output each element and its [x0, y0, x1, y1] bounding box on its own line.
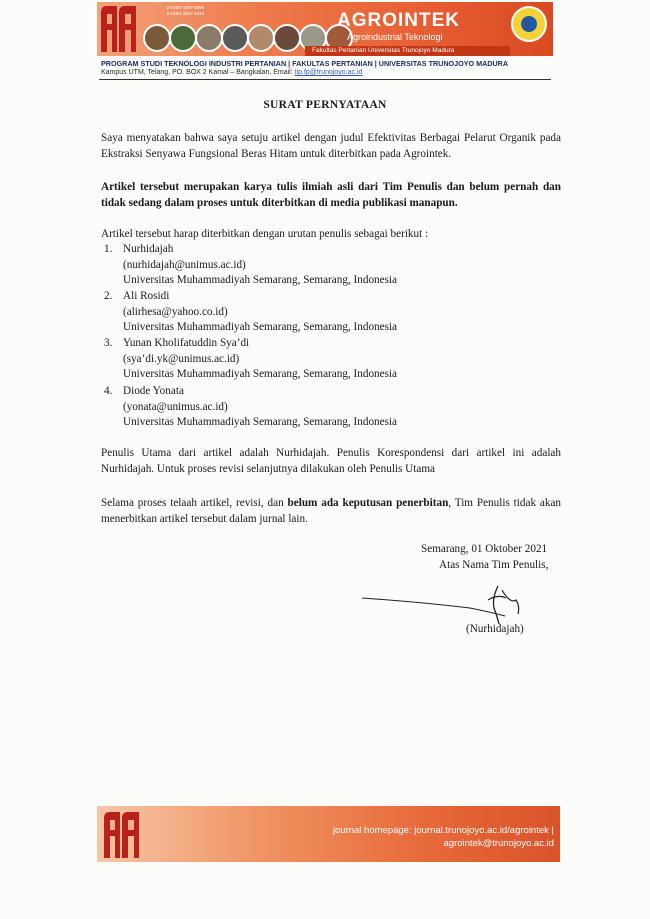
- agrointek-logo-icon: [102, 810, 142, 860]
- university-seal-icon: [511, 6, 547, 42]
- intro-paragraph: Saya menyatakan bahwa saya setuju artikel dengan judul Efektivitas Berbagai Pelarut Organik pada Ekstraksi Senyawa Fungsional Beras Hitam untuk diterbitkan pada Agrointek.: [101, 132, 561, 160]
- review-text-start: Selama proses telaah artikel, revisi, dan: [101, 497, 288, 509]
- photo-circle: [169, 24, 197, 52]
- author-email: (sya’di.yk@unimus.ac.id): [123, 352, 240, 365]
- author-affiliation: Universitas Muhammadiyah Semarang, Semarang, Indonesia: [123, 321, 398, 333]
- author-number: 3.: [104, 337, 113, 349]
- journal-header-banner: [97, 2, 553, 56]
- review-paragraph: [101, 496, 561, 527]
- photo-circle: [221, 24, 249, 52]
- program-line: PROGRAM STUDI TEKNOLOGI INDUSTRI PERTANIAN | FAKULTAS PERTANIAN | UNIVERSITAS TRUNOJOYO MADURA: [101, 59, 509, 68]
- author-affiliation: Universitas Muhammadiyah Semarang, Semarang, Indonesia: [123, 416, 398, 428]
- author-email: (alirhesa@yahoo.co.id): [123, 305, 228, 318]
- author-name: Diode Yonata: [123, 385, 184, 397]
- author-number: 1.: [104, 243, 113, 255]
- agrointek-logo-icon: [99, 4, 139, 54]
- footer-contact: [333, 824, 554, 850]
- footer-email-link[interactable]: agrointek@trunojoyo.ac.id: [443, 838, 554, 849]
- main-author-paragraph: Penulis Utama dari artikel adalah Nurhidajah. Penulis Korespondensi dari artikel ini adalah Nurhidajah. Untuk proses revisi selanjutnya dilakukan oleh Penulis Utama: [101, 447, 561, 475]
- author-name: Nurhidajah: [123, 243, 174, 255]
- review-text-bold: belum ada keputusan penerbitan: [287, 497, 449, 509]
- issn-lines: [167, 5, 204, 17]
- address-email-link[interactable]: tip.fp@trunojoyo.ac.id: [294, 69, 363, 76]
- document-title: SURAT PERNYATAAN: [263, 99, 387, 111]
- journal-footer-banner: [97, 806, 560, 862]
- author-affiliation: Universitas Muhammadiyah Semarang, Semarang, Indonesia: [123, 274, 398, 286]
- author-affiliation: Universitas Muhammadiyah Semarang, Semarang, Indonesia: [123, 368, 398, 380]
- footer-homepage-link[interactable]: journal homepage: journal.trunojoyo.ac.id/agrointek |: [332, 825, 554, 836]
- author-email: (nurhidajah@unimus.ac.id): [123, 258, 246, 271]
- on-behalf-text: Atas Nama Tim Penulis,: [439, 559, 549, 571]
- issn-online: e-ISSN 2527-5410: [167, 11, 205, 16]
- author-number: 4.: [104, 385, 113, 397]
- author-name: Yunan Kholifatuddin Sya’di: [123, 337, 250, 349]
- signer-name: (Nurhidajah): [466, 623, 524, 635]
- photo-circle: [195, 24, 223, 52]
- address-text: Kampus UTM, Telang, PO. BOX 2 Kamal – Bangkalan, Email:: [101, 69, 295, 76]
- author-email: (yonata@unimus.ac.id): [123, 400, 228, 413]
- journal-tagline: Agroindustrial Teknologi: [347, 32, 443, 42]
- journal-name: AGROINTEK: [337, 10, 460, 31]
- photo-circle: [143, 24, 171, 52]
- issn-print: p-ISSN 1907-8056: [167, 5, 205, 10]
- faculty-name: Fakultas Pertanian Universitas Trunojoyo Madura: [312, 47, 455, 54]
- header-divider: [99, 79, 551, 80]
- signature-icon: [360, 580, 540, 625]
- photo-circle: [273, 24, 301, 52]
- author-number: 2.: [104, 290, 113, 302]
- review-text-end: , Tim Penulis tidak akan menerbitkan artikel tersebut dalam jurnal lain.: [101, 497, 562, 525]
- authors-intro: Artikel tersebut harap diterbitkan dengan urutan penulis sebagai berikut :: [101, 228, 429, 240]
- author-name: Ali Rosidi: [123, 290, 170, 302]
- photo-circle: [247, 24, 275, 52]
- address-line: [101, 69, 362, 76]
- place-date: Semarang, 01 Oktober 2021: [421, 543, 548, 555]
- originality-statement: Artikel tersebut merupakan karya tulis ilmiah asli dari Tim Penulis dan belum pernah dan tidak sedang dalam proses untuk diterbitkan di media publikasi manapun.: [101, 181, 561, 209]
